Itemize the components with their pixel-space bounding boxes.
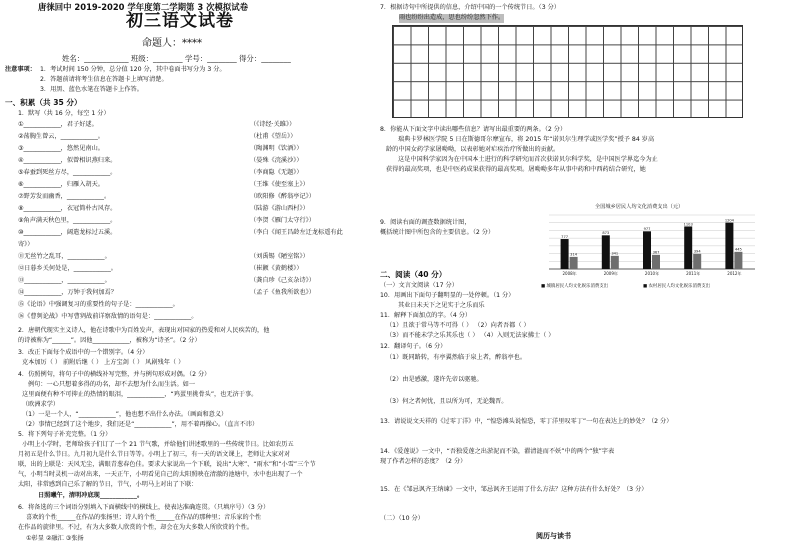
question-line: 13．请说说文天祥的《过零丁洋》中，“惶恐滩头说惶恐，零丁洋里叹零丁”一句在表达上的妙处？（2 分） (380, 418, 673, 425)
question-line: 6．将备选的三个词语分别填入下面横线中的横线上，使表达准确连贯。（只填序号）（3 分） (18, 504, 270, 511)
question-line: （欧洲求学） (22, 401, 60, 408)
chart-title: 全国城乡居民人均文化消费支出（元） (595, 204, 684, 210)
question-line[interactable]: 这里面便有种不可抑止的热情的眼泪，____________，“鸡蛋里挑骨头”，也无济于事。 (22, 391, 258, 398)
chart-bar-label: 367 (652, 250, 660, 255)
chart-bar-label: 777 (561, 234, 569, 239)
question-line[interactable]: （1）且欲于常马等不可得（ ） （2）向者吾都（ ） (386, 322, 530, 329)
chart-bar-label: 445 (734, 247, 742, 252)
chart-tick-label: 2011年 (686, 271, 701, 276)
question-line[interactable]: （2）事情已经到了这个地步，我们还是“____________”，用不着再操心。（直言不讳） (22, 421, 259, 428)
passage-line: 瑞典卡罗林医学院 5 日在斯德哥尔摩宣布，将 2015 年“诺贝尔生理学或医学奖”授予 84 岁高 (398, 136, 655, 143)
chart-tick-label: 2008年 (562, 271, 577, 276)
passage-line: 小明上小学时，老师给孩子们订了一个 21 节气歌，并给他们讲述歌里的一些传统节日。比如农历五 (22, 441, 294, 448)
note-item: 2．答题前请将考生信息在答题卡上填写清楚。 (40, 76, 168, 83)
passage-line: 龄的中国女药学家屠呦呦，以表彰她对疟疾治疗所做出的贡献。 (386, 146, 560, 153)
fill-blank-line[interactable]: ④____________，似曾相识燕归来。 (18, 157, 117, 164)
question-1-heading: 1．默写（共 16 分，每空 1 分） (18, 110, 110, 117)
classical-sentence[interactable]: 其业日未天下之见实于之乐而乐 (398, 302, 485, 309)
passage-line: 联，出的上联是：天风无尘，满眼青葱春色佳。要求大家说出一个下联，说出“大寒”、“雨水”和“小雪”三个节 (18, 461, 316, 468)
chart-tick-label: 2012年 (727, 271, 742, 276)
source-citation: （《诗经·关雎》） (250, 121, 296, 128)
source-citation: （杜甫《望岳》） (250, 133, 297, 140)
chart-tick-label: 2009年 (603, 271, 618, 276)
consumption-chart (537, 203, 760, 295)
question-line[interactable]: 的诗被称为“______”。因他____________，被称为“诗圣”。（2 分） (18, 337, 201, 344)
reading-title: 阅历与读书 (536, 532, 571, 540)
note-item: 1．考试时间 150 分钟，总分值 120 分，其中卷面书写分为 3 分。 (40, 66, 226, 73)
question-line: 14．《爱莲说》一文中，“吾独爱莲之出淤泥而不染，濯清涟而不妖”中的两个“独”字表 (380, 448, 615, 455)
fill-blank-line[interactable]: ⑨角声满天秋色里，____________。 (18, 217, 117, 224)
source-citation: （李贺《雁门太守行》） (250, 217, 315, 224)
fill-blank-line[interactable]: ⑪无丝竹之乱耳，____________。 (18, 253, 111, 260)
passage-line[interactable]: 喜欢的个性______在作品的张扬里；诗人的个性______在作品的那种里；音乐家的个性 (26, 514, 262, 521)
option-list: ①彰显 ②融汇 ③张扬 (26, 535, 84, 542)
chart-bar (570, 257, 578, 269)
legend-urban: ■ 城镇居民人均文化娱乐消费支出 (541, 284, 609, 289)
fill-blank-line[interactable]: ⑯《曹刿论战》中写曹刿战前详察敌情的语句是：____________。 (18, 313, 198, 320)
passage-line: 获得的最高奖项，也是中医药成果获得的最高奖项。屠呦呦多年从事中药和中西药结合研究，她 (386, 166, 646, 173)
chart-canvas (537, 203, 760, 295)
idiom-correction-row[interactable]: 克本加厉（ ） 前附后继（ ） 上方宝剑（ ） 风剧残年（ ） (22, 359, 185, 366)
source-citation: 寄》） (18, 241, 34, 248)
chart-bar (734, 252, 742, 269)
question-line: 4．仿照例句，将句子中的横线补写完整，并与例句形成对偶。（2 分） (18, 371, 211, 378)
question-line: 12．翻译句子。（6 分） (380, 343, 447, 350)
question-line: （1）既同路转，有亭翼然临于泉上者，醉翁亭也。 (386, 354, 527, 361)
left-column (4, 0, 387, 560)
question-line: 8．你能从下面文字中读出哪些信息？请写出最重要的两条。（2 分） (380, 126, 567, 133)
question-line: 现了作者怎样的态度？（2 分） (380, 458, 467, 465)
chart-bar (602, 235, 610, 269)
poem-prompt: 雨也纷纷出造成，思也纷纷忽然下作。 (399, 14, 505, 21)
chart-bar (725, 223, 733, 269)
fill-blank-line[interactable]: ⑫日暮乡关何处是，____________。 (18, 265, 117, 272)
chart-bar (611, 256, 619, 269)
source-citation: （欧阳修《醉翁亭记》） (250, 193, 315, 200)
chart-bar-label: 977 (643, 227, 651, 232)
chart-bar-label: 394 (693, 249, 701, 254)
fill-blank-line[interactable]: ⑥____________，归雁入胡天。 (18, 181, 104, 188)
question-line[interactable]: （3）而不能未学之乐其乐也（ ） （4）入则无法家拂士（ ） (386, 332, 555, 339)
right-column (372, 0, 790, 560)
subsection-heading: （一）文言文阅读（17 分） (380, 282, 458, 289)
question-line: 概括统计图中所包含的主要信息。（2 分） (380, 229, 495, 236)
chart-bar-label: 873 (602, 231, 610, 236)
passage-line: 气，小明当时灵机一动对出来，一天正午，小明看见自己的太阳照映在清澈的池塘中，水中也出现了一个 (18, 471, 303, 478)
source-citation: （晏殊《浣溪沙》） (250, 157, 303, 164)
fill-blank-line[interactable]: ③____________，悠然见南山。 (18, 145, 104, 152)
chart-tick-label: 2010年 (644, 271, 660, 276)
source-citation: （陆游《游山西村》） (250, 205, 309, 212)
passage-line: 这是中国科学家因为在中国本土进行的科学研究而首次获诺贝尔科学奖，是中国医学界迄今为止 (398, 156, 658, 163)
page-title: 初三语文试卷 (126, 11, 234, 31)
answer-writing-grid[interactable] (392, 25, 743, 118)
fill-blank-line[interactable]: ⑬____________，____________。 (18, 277, 111, 284)
source-citation: （孟子《鱼我所欲也》） (250, 289, 315, 296)
chart-bar-label: 314 (570, 252, 578, 257)
chart-bar (693, 254, 701, 269)
question-line: （2）由是感激，遂许先帝以驱驰。 (386, 376, 483, 383)
passage-line: 月初五是什么节日。九月初九是什么节日等等。小明上了初三，有一天的语文课上，老师让大家对对 (18, 451, 291, 458)
couplet-answer-line[interactable]: 日照曦午，清明冲底现____________。 (38, 492, 144, 499)
source-citation: （陶渊明《饮酒》） (250, 145, 303, 152)
question-line: （3）何之者何忧，且以所为可，无论魏晋。 (386, 398, 508, 405)
section-heading: 一、积累（共 35 分） (5, 98, 82, 107)
author-line: 命题人：**** (142, 38, 202, 49)
source-citation: （李白《闻王昌龄左迁龙标遥有此 (250, 229, 343, 236)
note-item: 3．用黑、蓝色水笔在答题卡上作答。 (40, 86, 143, 93)
fill-blank-line[interactable]: ⑮《论语》中强调复习的重要性的句子是：____________。 (18, 301, 179, 308)
subsection-heading: （二）（10 分） (380, 515, 424, 522)
student-info-fields[interactable]: 姓名：____________ 班级：________ 学号：________ 得分：________ (62, 54, 291, 63)
chart-bar-label: 341 (611, 251, 619, 256)
chart-bar (652, 255, 660, 269)
chart-bar (684, 226, 692, 269)
legend-rural: ■ 农村居民人均文化娱乐消费支出 (643, 284, 711, 289)
chart-bar-label: 1204 (724, 218, 734, 223)
question-line: 15．在《邹忌讽齐王纳谏》一文中，邹忌讽齐王运用了什么方法？这种方法有什么好处？（3 分） (380, 486, 648, 493)
fill-blank-line[interactable]: ⑩____________，阔遣龙标过五溪。 (18, 229, 117, 236)
source-citation: （王维《使至塞上》） (250, 181, 309, 188)
fill-blank-line[interactable]: ⑤春蚕到死丝方尽，____________。 (18, 169, 117, 176)
fill-blank-line[interactable]: ⑦野芳发而幽香，____________。 (18, 193, 111, 200)
passage-line: 太阳，非常感到自己乐了解的节日，节气，小明马上对出了下联： (18, 481, 198, 488)
notes-label: 注意事项： (5, 66, 36, 73)
question-line: 5．将下列句子补充完整。（1 分） (18, 431, 112, 438)
section-heading: 二、阅读（40 分） (380, 270, 447, 279)
example-sentence: 例句：一心只想着多得的功名，却不去想为什么而生活。如一 (28, 381, 196, 388)
source-citation: （李商隐《无题》） (250, 169, 303, 176)
question-line: 3．改正下面每个成语中的一个错别字。（4 分） (18, 349, 149, 356)
source-citation: （龚自珍《己亥杂诗》） (250, 277, 315, 284)
school-heading: 唐徕回中 2019-2020 学年度第二学期第 3 次模拟试卷 (38, 2, 248, 12)
fill-blank-line[interactable]: ⑭____________，万钟于我何加焉？ (18, 289, 117, 296)
question-line[interactable]: （1）一是一个人，“____________”，他也想不出什么办法。（画面和意义） (22, 411, 228, 418)
question-line: 9．阅读右面的调查数据统计图， (380, 219, 471, 226)
question-line: 2．唐朝代现实主义诗人，他在诗歌中为百姓发声，表现出对国家的热爱和对人民疾苦的，他 (18, 327, 270, 334)
passage-line[interactable]: 在作品的旋律里。不过，有为大多数人欣赏的个性，却会在为大多数人所欣赏的个性。 (18, 524, 254, 531)
source-citation: （崔颢《黄鹤楼》） (250, 265, 303, 272)
fill-blank-line[interactable]: ②荡胸生曾云，____________。 (18, 133, 104, 140)
fill-blank-line[interactable]: ①____________，君子好逑。 (18, 121, 98, 128)
chart-bar (643, 231, 651, 269)
question-line: 11．解释下面加点的字。（4 分） (380, 312, 472, 319)
source-citation: （刘禹锡《陋室铭》） (250, 253, 309, 260)
chart-bar (561, 239, 569, 269)
chart-bar-label: 1103 (683, 222, 693, 227)
fill-blank-line[interactable]: ⑧____________，衣冠简朴古风存。 (18, 205, 117, 212)
question-line: 7．根据诗句中所提供的信息，介绍中国的一个传统节日。（3 分） (380, 4, 560, 11)
question-line: 10．用画出下面句子翻明显的一处停顿。（1 分） (380, 292, 515, 299)
